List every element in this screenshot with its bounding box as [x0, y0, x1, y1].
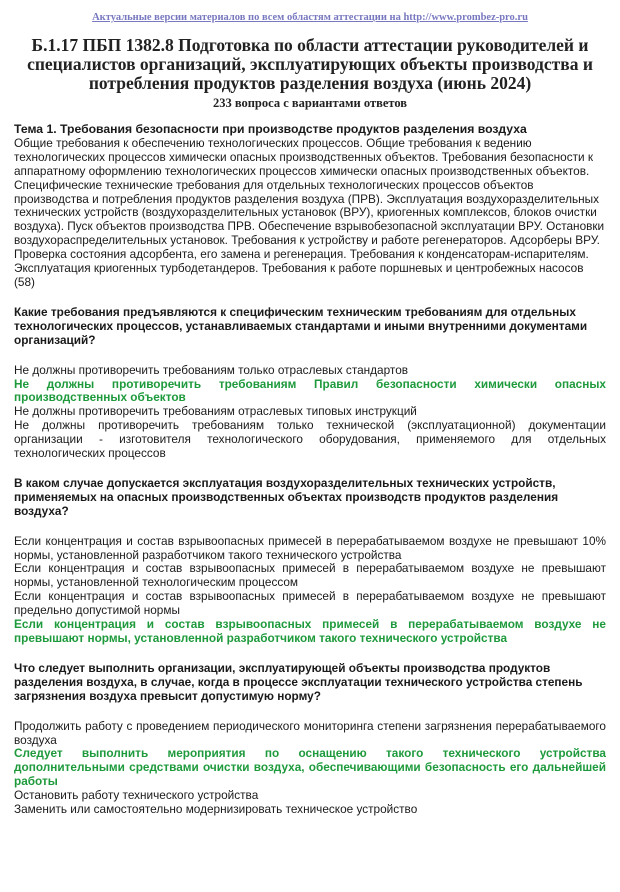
- answer-option: Продолжить работу с проведением периодического мониторинга степени загрязнения перерабатываемого воздуха: [14, 718, 606, 747]
- topic-description: Общие требования к обеспечению технологических процессов. Общие требования к ведению технологических процессов химически опасных производственных объектов. Требования безопасности к аппаратному оформлению технологических процессов химически опасных производственных объектов. Специфические технические требования для отдельных технологических процессов объектов производства и потребления продуктов разделения воздуха (ПРВ). Эксплуатация воздухоразделительных технических устройств (воздухоразделительных установок (ВРУ), криогенных комплексов, блоков очистки воздуха). Пуск объектов производства ПРВ. Обеспечение взрывобезопасной эксплуатации ВРУ. Остановки воздухораспределительных установок. Требования к устройству и работе регенераторов. Адсорберы ВРУ. Проверка состояния адсорбента, его замена и регенерация. Требования к конденсаторам-испарителям. Эксплуатация криогенных турбодетандеров. Требования к работе поршневых и центробежных насосов (58): [14, 135, 605, 289]
- answer-option-correct: Не должны противоречить требованиям Правил безопасности химически опасных производственных объектов: [14, 376, 606, 405]
- answer-option: Не должны противоречить требованиям только технической (эксплуатационной) документации организации - изготовителя технологического оборудования, применяемого для отдельных технологических процессов: [14, 418, 606, 461]
- document-subtitle: 233 вопроса с вариантами ответов: [212, 96, 408, 110]
- answer-option: Если концентрация и состав взрывоопасных примесей в перерабатываемом воздухе не превышают предельно допустимой нормы: [14, 589, 606, 618]
- question-text: Какие требования предъявляются к специфическим техническим требованиям для отдельных технологических процессов, устанавливаемых стандартами и иными внутренними документами организаций?: [14, 304, 588, 347]
- question-block: [14, 662, 606, 817]
- answer-option: Не должны противоречить требованиям только отраслевых стандартов: [14, 362, 409, 377]
- answer-option: Заменить или самостоятельно модернизировать техническое устройство: [14, 802, 418, 817]
- document-title: Б.1.17 ПБП 1382.8 Подготовка по области аттестации руководителей и специалистов организаций, эксплуатирующих объекты производства и потребления продуктов разделения воздуха (июнь 2024): [27, 35, 593, 93]
- answer-option: Если концентрация и состав взрывоопасных примесей в перерабатываемом воздухе не превышают 10% нормы, установленной разработчиком такого технического устройства: [14, 533, 606, 562]
- topic-heading: Тема 1. Требования безопасности при производстве продуктов разделения воздуха: [14, 122, 527, 136]
- question-text: В каком случае допускается эксплуатация воздухоразделительных технических устройств, применяемых на опасных производственных объектах производств продуктов разделения воздуха?: [14, 475, 559, 518]
- document-content: [14, 123, 606, 817]
- question-block: [14, 306, 606, 461]
- answer-option-correct: Если концентрация и состав взрывоопасных примесей в перерабатываемом воздухе не превышают нормы, установленной разработчиком такого технического устройства: [14, 617, 606, 645]
- question-text: Что следует выполнить организации, эксплуатирующей объекты производства продуктов разделения воздуха, в случае, когда в процессе эксплуатации технического устройства степень загрязнения воздуха превысит допустимую норму?: [14, 660, 583, 703]
- question-block: [14, 477, 606, 646]
- answer-option: Не должны противоречить требованиям отраслевых типовых инструкций: [14, 404, 417, 419]
- site-link[interactable]: Актуальные версии материалов по всем областям аттестации на http://www.prombez-pro.ru: [92, 12, 528, 23]
- answer-option: Остановить работу технического устройства: [14, 788, 259, 803]
- answer-option: Если концентрация и состав взрывоопасных примесей в перерабатываемом воздухе не превышают нормы, установленной технологическим процессом: [14, 561, 606, 590]
- answer-option-correct: Следует выполнить мероприятия по оснащению такого технического устройства дополнительными средствами очистки воздуха, обеспечивающими безопасность его дальнейшей работы: [14, 746, 606, 789]
